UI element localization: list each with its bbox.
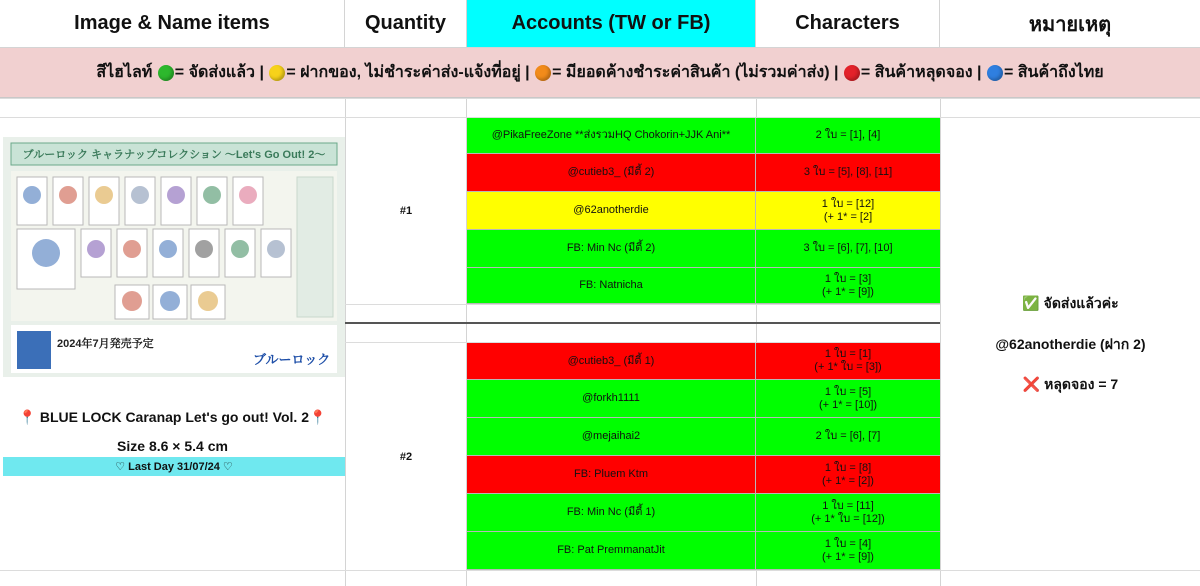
characters-cell[interactable] xyxy=(756,268,940,304)
blue-dot-icon xyxy=(987,65,1003,81)
characters-cell[interactable] xyxy=(756,418,940,456)
characters-cell[interactable] xyxy=(756,118,940,154)
account-cell[interactable]: @mejaihai2 xyxy=(467,418,756,456)
legend-prefix: สีไฮไลท์ xyxy=(96,64,153,81)
characters-line: 2 ใบ = [1], [4] xyxy=(815,129,881,141)
product-banner-title: ブルーロック キャラナップコレクション ～Let's Go Out! 2～ xyxy=(22,149,326,161)
yellow-dot-icon xyxy=(269,65,285,81)
remark-holder: @62anotherdie (ฝาก 2) xyxy=(995,336,1146,352)
legend-orange: = มียอดค้างชำระค่าสินค้า (ไม่รวมค่าส่ง) | xyxy=(552,64,839,81)
product-release-date: 2024年7月発売予定 xyxy=(57,338,154,350)
characters-extra: (+ 1* ใบ = [12]) xyxy=(811,512,885,525)
characters-line: 1 ใบ = [4] xyxy=(824,537,872,550)
red-dot-icon xyxy=(844,65,860,81)
characters-cell[interactable] xyxy=(756,532,940,570)
characters-line: 1 ใบ = [8] xyxy=(824,461,872,474)
legend-green: = จัดส่งแล้ว | xyxy=(174,64,264,81)
group-separator xyxy=(345,322,940,324)
group-label-1: #1 xyxy=(399,205,413,217)
account-cell[interactable]: @cutieb3_ (มีตี้ 2) xyxy=(467,154,756,192)
account-cell[interactable]: @cutieb3_ (มีตี้ 1) xyxy=(467,343,756,380)
characters-cell[interactable] xyxy=(756,456,940,494)
product-name: 📍 BLUE LOCK Caranap Let's go out! Vol. 2📍 xyxy=(18,408,327,425)
header-quantity[interactable]: Quantity xyxy=(345,0,467,48)
characters-line: 1 ใบ = [1] xyxy=(824,348,872,360)
characters-line: 3 ใบ = [5], [8], [11] xyxy=(803,166,893,178)
remark-shipped: ✅ จัดส่งแล้วค่ะ xyxy=(1022,295,1119,311)
characters-cell[interactable] xyxy=(756,154,940,192)
grid-line xyxy=(345,304,940,305)
account-cell[interactable]: @forkh1111 xyxy=(467,380,756,418)
header-image[interactable]: Image & Name items xyxy=(0,0,345,48)
characters-extra: (+ 1* = [2] xyxy=(823,210,873,223)
header-remark[interactable]: หมายเหตุ xyxy=(940,0,1200,48)
characters-cell[interactable] xyxy=(756,230,940,268)
legend-yellow: = ฝากของ, ไม่ชำระค่าส่ง-แจ้งที่อยู่ | xyxy=(286,64,530,81)
characters-cell[interactable] xyxy=(756,494,940,532)
account-cell[interactable]: FB: Pluem Ktm xyxy=(467,456,756,494)
grid-line xyxy=(0,98,1200,99)
account-cell[interactable]: FB: Min Nc (มีตี้ 2) xyxy=(467,230,756,268)
last-day-badge: ♡ Last Day 31/07/24 ♡ xyxy=(3,457,345,476)
characters-line: 1 ใบ = [11] xyxy=(822,499,874,512)
characters-extra: (+ 1* = [9]) xyxy=(822,285,874,298)
group-label-2: #2 xyxy=(399,450,413,463)
account-cell[interactable]: @PikaFreeZone **ส่งรวมHQ Chokorin+JJK Ani** xyxy=(467,118,756,154)
characters-line: 1 ใบ = [3] xyxy=(824,272,872,285)
characters-extra: (+ 1* = [2]) xyxy=(822,474,874,487)
account-cell[interactable]: FB: Min Nc (มีตี้ 1) xyxy=(467,494,756,532)
legend-blue: = สินค้าถึงไทย xyxy=(1003,64,1104,81)
header-accounts[interactable]: Accounts (TW or FB) xyxy=(467,0,756,48)
legend-red: = สินค้าหลุดจอง | xyxy=(860,64,982,81)
account-cell[interactable]: FB: Natnicha xyxy=(467,268,756,304)
characters-cell[interactable] xyxy=(756,380,940,418)
grid-line xyxy=(0,570,1200,571)
header-characters[interactable]: Characters xyxy=(756,0,940,48)
characters-extra: (+ 1* = [9]) xyxy=(822,550,874,563)
characters-line: 1 ใบ = [12] xyxy=(821,197,875,210)
characters-extra: (+ 1* ใบ = [3]) xyxy=(814,361,882,373)
orange-dot-icon xyxy=(535,65,551,81)
characters-line: 3 ใบ = [6], [7], [10] xyxy=(803,242,893,254)
characters-line: 2 ใบ = [6], [7] xyxy=(815,430,881,442)
product-brand-logo: ブルーロック xyxy=(253,352,331,367)
remark-dropped: ❌ หลุดจอง = 7 xyxy=(1022,376,1119,392)
product-size: Size 8.6 × 5.4 cm xyxy=(117,438,228,454)
characters-line: 1 ใบ = [5] xyxy=(824,385,872,398)
characters-cell[interactable] xyxy=(756,343,940,380)
characters-extra: (+ 1* = [10]) xyxy=(818,398,878,411)
account-cell[interactable]: @62anotherdie xyxy=(467,192,756,230)
account-cell[interactable]: FB: Pat PremmanatJit xyxy=(467,532,756,570)
green-dot-icon xyxy=(158,65,174,81)
characters-cell[interactable] xyxy=(756,192,940,230)
color-legend[interactable] xyxy=(0,48,1200,98)
product-image[interactable] xyxy=(3,137,345,377)
